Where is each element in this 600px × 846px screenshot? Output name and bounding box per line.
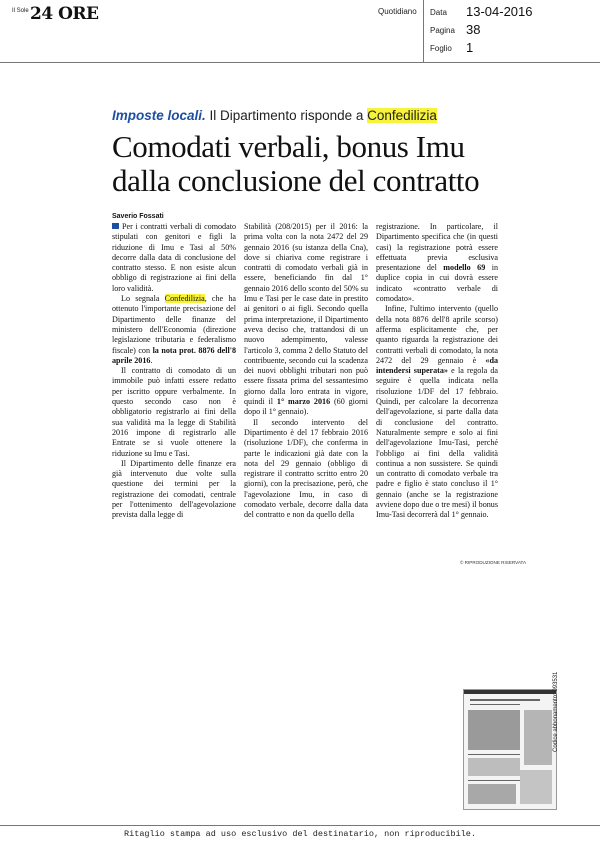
byline: Saverio Fossati [112,213,164,220]
thumbnail-block [468,758,520,776]
page-thumbnail [463,689,557,810]
date-label: Data [430,8,447,17]
thumbnail-masthead [464,690,556,694]
paragraph: Per i contratti verbali di comodato stipulati con genitori e figli la riduzione di Imu e Tasi al 50% decorre dalla data di conclusione del contratto stesso. E non esiste alcun obbligo di registrazione ai fini della loro validità. [112,222,236,293]
kicker-tag: Imposte locali. [112,108,206,123]
footer-rule [0,825,600,826]
paragraph: Il contratto di comodato di un immobile può infatti essere redatto per iscritto oppure verbalmente. In questo secondo caso non è obbligatorio registrarlo ai fini della sua validità ma la legge di Stabilità 2016 impone di registrarlo alle Entrate se si vuole ottenere la riduzione su Imu e Tasi. [112,366,236,458]
paragraph: Stabilità (208/2015) per il 2016: la prima volta con la nota 2472 del 29 gennaio 2016 (su istanza della Cna), dove si chiariva come registrare i contratti di comodato verbali già in essere, beneficiando fin dal 1° gennaio 2016 dello sconto del 50% su Imu e Tasi per le case date in prestito ai genitori o ai figli. Secondo quella prima interpretazione, il Dipartimento aveva deciso che, trattandosi di un nuovo adempimento, valesse l'articolo 3, comma 2 dello Statuto del contribuente, secondo cui la scadenza dei nuovi obblighi tributari non può essere fissata prima del sessantesimo giorno dalla loro entrata in vigore, quindi il 1° marzo 2016 (60 giorni dopo il 1° gennaio). [244,222,368,417]
article-title [112,130,582,198]
thumbnail-block [524,710,552,765]
page-label: Pagina [430,26,455,35]
publication-type: Quotidiano [378,7,417,16]
paragraph: Il Dipartimento delle finanze era già intervenuto due volte sulla questione dei termini per la registrazione dei comodati, centrale per l'ottenimento dell'agevolazione prevista dalla legge di [112,458,236,520]
title-line-1: Comodati verbali, bonus Imu [112,129,465,164]
highlight-confedilizia: Confedilizia [164,294,205,304]
thumbnail-block [468,710,520,750]
thumbnail-block [468,784,516,804]
kicker-highlight: Confedilizia [367,108,437,123]
publication-logo: 24 ORE [30,4,99,24]
reproduction-notice: © RIPRODUZIONE RISERVATA [460,560,527,565]
sheet-value: 1 [466,40,474,55]
paragraph: Infine, l'ultimo intervento (quello della nota 8876 dell'8 aprile scorso) afferma esplicitamente che, per quanto riguarda la registrazione dei contratti verbali di comodato, la nota 2472 del 29 gennaio è «da intendersi superata» e la regola da seguire è quella indicata nella risoluzione 1/DF del 17 febbraio. Quindi, per calcolare la decorrenza dell'agevolazione, si parte dalla data di conclusione del contratto. Naturalmente sempre e solo ai fini dell'agevolazione Imu-Tasi, perché l'obbligo ai fini della validità continua a non sussistere. Se quindi un contratto di comodato verbale tra padre e figlio è stato concluso il 1° gennaio (anche se la registrazione avviene dopo due o tre mesi) il bonus Imu-Tasi decorrerà dal 1° gennaio. [376,304,498,520]
thumbnail-block [520,770,552,804]
publication-logo-small: Il Sole [12,8,29,14]
bullet-square-icon [112,223,119,229]
paragraph: registrazione. In particolare, il Dipartimento specifica che (in questi casi) la registrazione potrà essere effettuata previa esclusiva presentazione del modello 69 in duplice copia in cui dovrà essere indicato «contratto verbale di comodato». [376,222,498,304]
thumbnail-line [468,780,528,781]
paragraph: Lo segnala Confedilizia, che ha ottenuto l'importante precisazione del Dipartimento delle finanze del ministero dell'Economia (direzione legislazione tributaria e federalismo fiscale) con la nota prot. 8876 dell'8 aprile 2016. [112,294,237,365]
article-kicker [112,108,437,123]
thumbnail-title-line [470,704,520,705]
date-value: 13-04-2016 [466,4,533,19]
paragraph: Il secondo intervento del Dipartimento è del 17 febbraio 2016 (risoluzione 1/DF), che conferma in parte le indicazioni già date con la nota del 29 gennaio (obbligo di registrare il contratto scritto entro 20 giorni), con la precisazione, però, che l'agevolazione Imu, in caso di comodato verbale, decorre dalla data del contratto e non da quello della [244,417,368,520]
article-column-3 [376,222,498,521]
thumbnail-line [468,754,520,755]
article-column-1 [112,222,236,521]
header-rule [0,62,600,63]
page-value: 38 [466,22,481,37]
article-column-2 [244,222,368,521]
kicker-text: Il Dipartimento risponde a [209,108,364,123]
sheet-label: Foglio [430,44,452,53]
footer-notice: Ritaglio stampa ad uso esclusivo del destinatario, non riproducibile. [124,829,476,839]
thumbnail-title-line [470,699,540,701]
title-line-2: dalla conclusione del contratto [112,163,480,198]
header-divider [423,0,424,62]
subscription-code: Codice abbonamento: 093531 [553,671,559,752]
